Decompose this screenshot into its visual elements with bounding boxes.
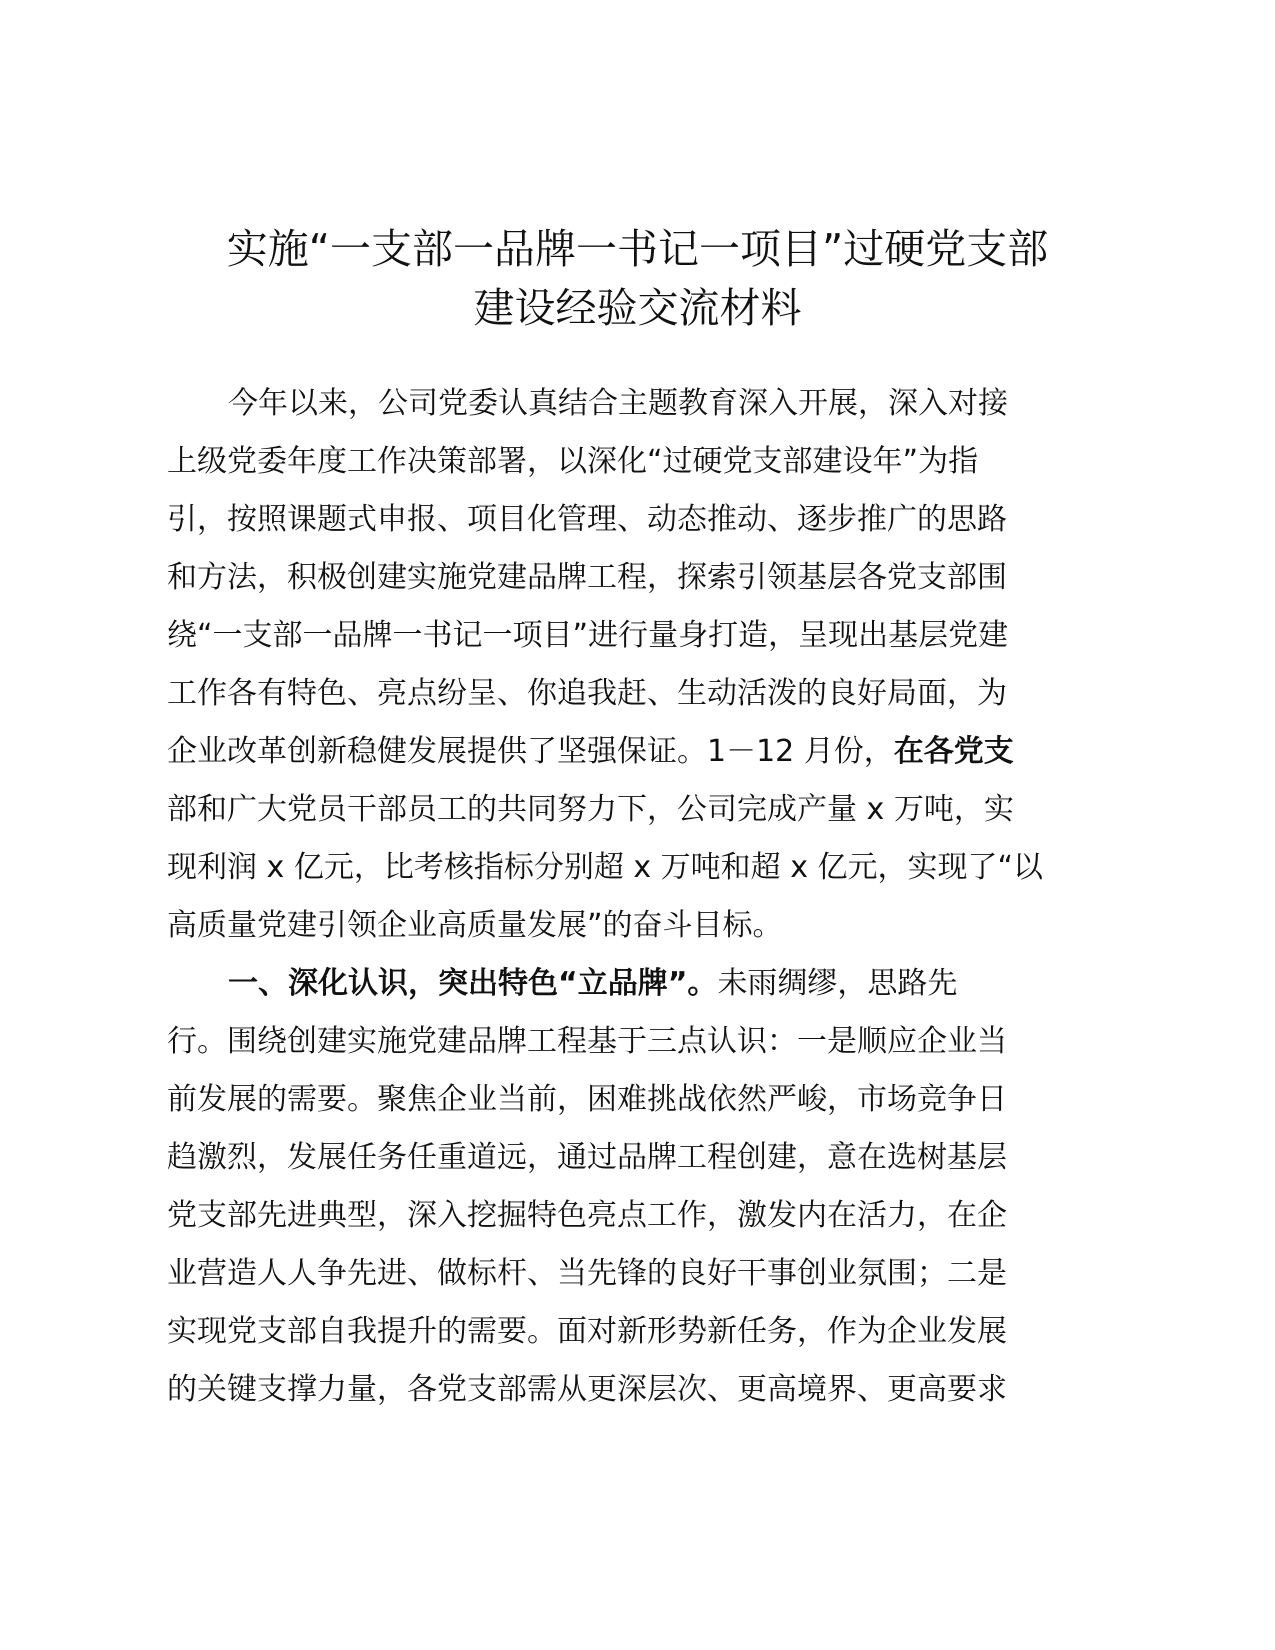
body-line-7-text: 企业改革创新稳健发展提供了坚强保证。1－12 月份，: [167, 734, 894, 769]
section-heading-tail: 未雨绸缪，思路先: [717, 966, 958, 1001]
body-line-18: 的关键支撑力量，各党支部需从更深层次、更高境界、更高要求: [167, 1372, 1007, 1407]
body-line-15: 党支部先进典型，深入挖掘特色亮点工作，激发内在活力，在企: [167, 1198, 1007, 1233]
body-line-13: 前发展的需要。聚焦企业当前，困难挑战依然严峻，市场竞争日: [167, 1082, 1007, 1117]
body-line-9: 现利润 x 亿元，比考核指标分别超 x 万吨和超 x 亿元，实现了“以: [167, 850, 1044, 885]
section-heading: 一、深化认识，突出特色“立品牌”。: [228, 966, 718, 1001]
body-line-7: [167, 723, 1127, 781]
document-title: [150, 220, 1125, 338]
body-line-5: 绕“一支部一品牌一书记一项目”进行量身打造，呈现出基层党建: [167, 618, 1009, 653]
body-line-7-bold: 在各党支: [893, 734, 1014, 769]
body-line-3: 引，按照课题式申报、项目化管理、动态推动、逐步推广的思路: [167, 502, 1007, 537]
section-heading-line: [167, 955, 1127, 1013]
title-line-2: 建设经验交流材料: [473, 284, 802, 332]
document-body: [167, 375, 1127, 1419]
body-line-16: 业营造人人争先进、做标杆、当先锋的良好干事创业氛围；二是: [167, 1256, 1007, 1291]
body-line-6: 工作各有特色、亮点纷呈、你追我赶、生动活泼的良好局面，为: [167, 676, 1007, 711]
body-line-12: 行。围绕创建实施党建品牌工程基于三点认识：一是顺应企业当: [167, 1024, 1007, 1059]
body-line-14: 趋激烈，发展任务任重道远，通过品牌工程创建，意在选树基层: [167, 1140, 1007, 1175]
body-line-8: 部和广大党员干部员工的共同努力下，公司完成产量 x 万吨，实: [167, 792, 1014, 827]
body-line-10: 高质量党建引领企业高质量发展”的奋斗目标。: [167, 908, 783, 943]
body-line-4: 和方法，积极创建实施党建品牌工程，探索引领基层各党支部围: [167, 560, 1007, 595]
title-line-1: 实施“一支部一品牌一书记一项目”过硬党支部: [226, 225, 1049, 273]
body-line-17: 实现党支部自我提升的需要。面对新形势新任务，作为企业发展: [167, 1314, 1007, 1349]
body-line-2: 上级党委年度工作决策部署，以深化“过硬党支部建设年”为指: [167, 444, 979, 479]
body-line-1: 今年以来，公司党委认真结合主题教育深入开展，深入对接: [228, 386, 1008, 421]
